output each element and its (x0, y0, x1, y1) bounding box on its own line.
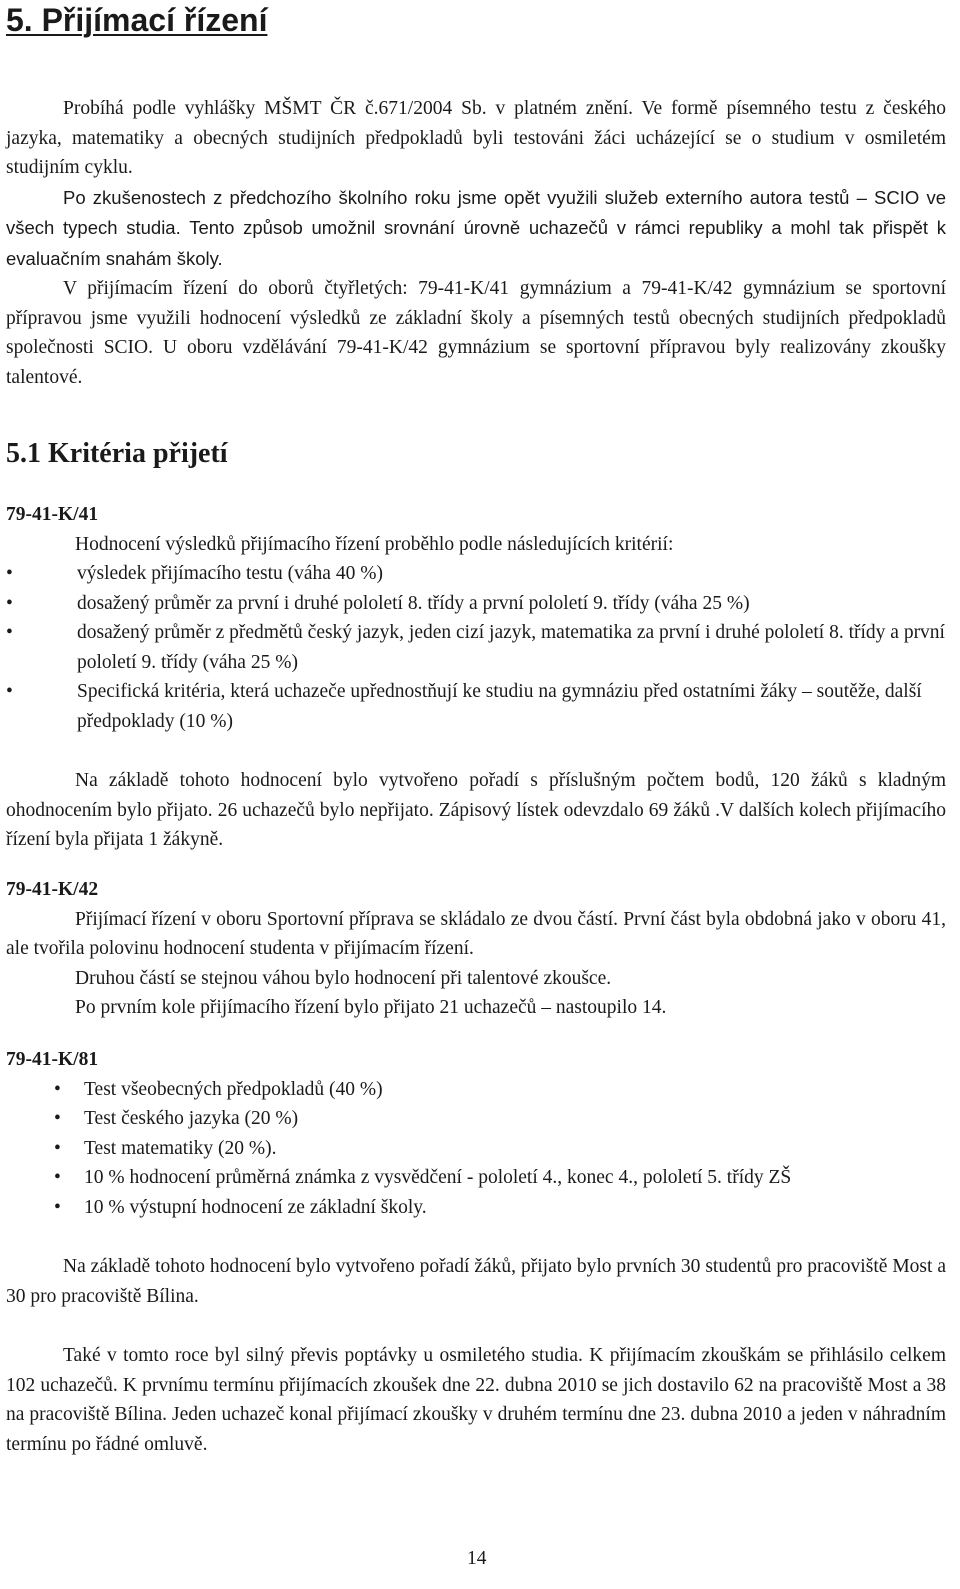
page-title: 5. Přijímací řízení (6, 2, 268, 38)
k42-paragraph-2: Druhou částí se stejnou váhou bylo hodnocení při talentové zkoušce. (75, 967, 612, 989)
list-item: • Specifická kritéria, která uchazeče upřednostňují ke studiu na gymnáziu před ostatními žáky – soutěže, další předpoklady (10 %) (6, 677, 946, 736)
intro-section (6, 94, 946, 392)
intro-paragraph-2b: Tento způsob umožnil srovnání úrovně uchazečů v rámci republiky a mohl tak přispět k evaluačním snahám školy. (6, 217, 947, 269)
intro-paragraph-2 (6, 183, 946, 275)
k41-result: Na základě tohoto hodnocení bylo vytvořeno pořadí s příslušným počtem bodů, 120 žáků s kladným ohodnocením bylo přijato. 26 uchazečů bylo nepřijato. Zápisový lístek odevzdalo 69 žáků .V dalších kolech přijímacího řízení byla přijata 1 žákyně. (6, 770, 946, 850)
intro-paragraph-2a: Po zkušenostech z předchozího školního roku jsme opět využili služeb externího autora testů – SCIO ve všech typech studia. (6, 186, 946, 238)
list-item: • 10 % hodnocení průměrná známka z vysvědčení - pololetí 4., konec 4., pololetí 5. třídy ZŠ (6, 1163, 946, 1193)
closing-paragraph: Také v tomto roce byl silný převis poptávky u osmiletého studia. K přijímacím zkouškám se přihlásilo celkem 102 uchazečů. K prvnímu termínu přijímacích zkoušek dne 22. dubna 2010 se jich dostavilo 62 na pracoviště Most a 38 na pracoviště Bílina. Jeden uchazeč konal přijímací zkoušky v druhém termínu dne 23. dubna 2010 a jeden v náhradním termínu po řádné omluvě. (6, 1345, 946, 1455)
criteria-k42 (6, 875, 946, 1023)
criteria-k81 (6, 1045, 946, 1459)
k41-criteria-list (6, 559, 946, 736)
list-item: • dosažený průměr z předmětů český jazyk, jeden cizí jazyk, matematika za první i druhé pololetí 8. třídy a první pololetí 9. třídy (váha 25 %) (6, 618, 946, 677)
list-item: • 10 % výstupní hodnocení ze základní školy. (6, 1193, 946, 1223)
k41-lead: Hodnocení výsledků přijímacího řízení proběhlo podle následujících kritérií: (75, 533, 674, 555)
page-number: 14 (467, 1548, 487, 1569)
program-code-k41: 79-41-K/41 (6, 504, 99, 525)
k42-paragraph-3: Po prvním kole přijímacího řízení bylo přijato 21 uchazečů – nastoupilo 14. (75, 997, 667, 1018)
k81-result: Na základě tohoto hodnocení bylo vytvořeno pořadí žáků, přijato bylo prvních 30 studentů pro pracoviště Most a 30 pro pracoviště Bílina. (6, 1256, 946, 1307)
intro-paragraph-1: Probíhá podle vyhlášky MŠMT ČR č.671/2004 Sb. v platném znění. Ve formě písemného testu z českého jazyka, matematiky a obecných studijních předpokladů byli testováni žáci ucházející se o studium v osmiletém studijním cyklu. (6, 98, 946, 178)
program-code-k42: 79-41-K/42 (6, 879, 99, 900)
list-item: • výsledek přijímacího testu (váha 40 %) (6, 559, 946, 589)
program-code-k81: 79-41-K/81 (6, 1049, 99, 1070)
k42-paragraph-1: Přijímací řízení v oboru Sportovní příprava se skládalo ze dvou částí. První část byla obdobná jako v oboru 41, ale tvořila polovinu hodnocení studenta v přijímacím řízení. (6, 908, 946, 959)
list-item: • Test českého jazyka (20 %) (6, 1104, 946, 1134)
list-item: • Test všeobecných předpokladů (40 %) (6, 1075, 946, 1105)
k81-criteria-list (6, 1075, 946, 1223)
list-item: • Test matematiky (20 %). (6, 1134, 946, 1164)
intro-paragraph-3: V přijímacím řízení do oborů čtyřletých: 79-41-K/41 gymnázium a 79-41-K/42 gymnázium se sportovní přípravou jsme využili hodnocení výsledků ze základní školy a písemných testů obecných studijních předpokladů společnosti SCIO. U oboru vzdělávání 79-41-K/42 gymnázium se sportovní přípravou byly realizovány zkoušky talentové. (6, 278, 946, 388)
list-item: • dosažený průměr za první i druhé pololetí 8. třídy a první pololetí 9. třídy (váha 25 %) (6, 589, 946, 619)
criteria-k41 (6, 500, 946, 855)
section-heading: 5.1 Kritéria přijetí (6, 438, 228, 469)
